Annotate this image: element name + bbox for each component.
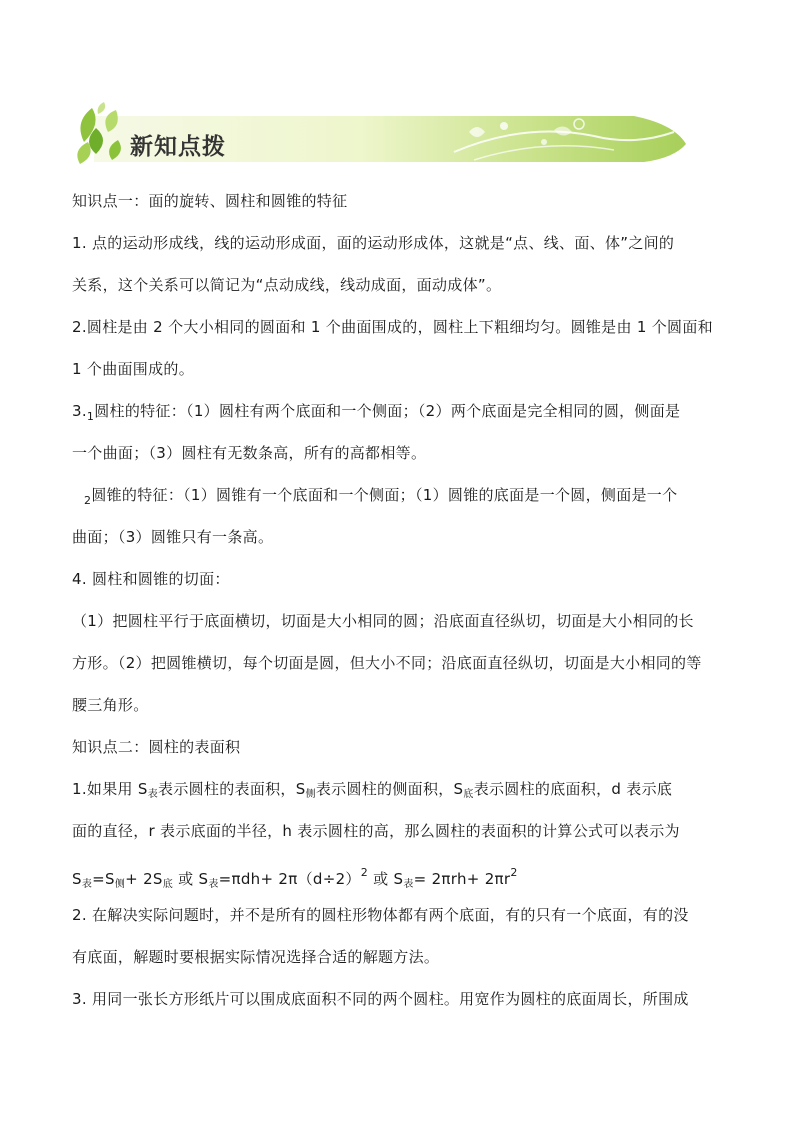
subscript: 表 — [147, 789, 159, 800]
formula-run: =πdh+ 2π（d÷2） — [218, 870, 361, 888]
paragraph-line — [84, 484, 677, 512]
paragraph-line: 关系，这个关系可以简记为“点动成线，线动成面，面动成体”。 — [72, 276, 502, 294]
line-text: 圆柱的特征：（1）圆柱有两个底面和一个侧面；（2）两个底面是完全相同的圆，侧面是 — [94, 402, 681, 420]
section-heading: 知识点一：面的旋转、圆柱和圆锥的特征 — [72, 192, 348, 210]
subscript: 表 — [81, 879, 93, 890]
paragraph-line: 3. 用同一张长方形纸片可以围成底面积不同的两个圆柱。用宽作为圆柱的底面周长，所围成 — [72, 990, 689, 1008]
paragraph-line: 方形。（2）把圆锥横切，每个切面是圆，但大小不同；沿底面直径纵切，切面是大小相同的等 — [72, 654, 702, 672]
section-banner — [74, 102, 686, 172]
formula-run: S — [72, 870, 82, 888]
banner-title: 新知点拨 — [130, 134, 226, 160]
section-heading: 知识点二：圆柱的表面积 — [72, 738, 241, 756]
superscript: 2 — [510, 866, 518, 879]
paragraph-line: 2.圆柱是由 2 个大小相同的圆面和 1 个曲面围成的，圆柱上下粗细均匀。圆锥是由 1 个圆面和 — [72, 318, 713, 336]
text-run: 1.如果用 S — [72, 780, 148, 798]
line-text: 圆锥的特征：（1）圆锥有一个底面和一个侧面；（1）圆锥的底面是一个圆，侧面是一个 — [91, 486, 678, 504]
paragraph-line: 腰三角形。 — [72, 696, 149, 714]
formula-run: = 2πrh+ 2πr — [413, 870, 511, 888]
paragraph-line: 有底面，解题时要根据实际情况选择合适的解题方法。 — [72, 948, 440, 966]
line-prefix: 3. — [72, 402, 87, 420]
formula-run: =S — [92, 870, 115, 888]
list-marker: 2 — [84, 494, 92, 507]
superscript: 2 — [360, 866, 369, 879]
subscript: 侧 — [305, 789, 316, 800]
paragraph-line: 面的直径，r 表示底面的半径，h 表示圆柱的高，那么圆柱的表面积的计算公式可以表示为 — [72, 822, 680, 840]
paragraph-line: 4. 圆柱和圆锥的切面： — [72, 570, 230, 588]
paragraph-line — [72, 778, 672, 806]
paragraph-line: （1）把圆柱平行于底面横切，切面是大小相同的圆；沿底面直径纵切，切面是大小相同的长 — [72, 612, 694, 630]
subscript: 表 — [403, 879, 414, 890]
subscript: 底 — [162, 879, 174, 890]
formula-run: + 2S — [125, 870, 163, 888]
list-marker: 1 — [86, 410, 95, 423]
formula-run: 或 S — [173, 870, 209, 888]
paragraph-line: 曲面；（3）圆锥只有一条高。 — [72, 528, 274, 546]
text-run: 表示圆柱的表面积，S — [158, 780, 306, 798]
paragraph-line: 2. 在解决实际问题时，并不是所有的圆柱形物体都有两个底面，有的只有一个底面，有的没 — [72, 906, 689, 924]
text-run: 表示圆柱的底面积，d 表示底 — [473, 780, 673, 798]
subscript: 底 — [463, 789, 474, 800]
paragraph-line: 1 个曲面围成的。 — [72, 360, 195, 378]
paragraph-line — [72, 400, 680, 428]
paragraph-line: 一个曲面；（3）圆柱有无数条高，所有的高都相等。 — [72, 444, 427, 462]
formula-run: 或 S — [373, 870, 404, 888]
text-run: 表示圆柱的侧面积，S — [315, 780, 464, 798]
formula-line — [72, 862, 518, 896]
subscript: 表 — [208, 879, 219, 890]
paragraph-line: 1. 点的运动形成线，线的运动形成面，面的运动形成体，这就是“点、线、面、体”之间的 — [72, 234, 675, 252]
subscript: 侧 — [114, 879, 126, 890]
